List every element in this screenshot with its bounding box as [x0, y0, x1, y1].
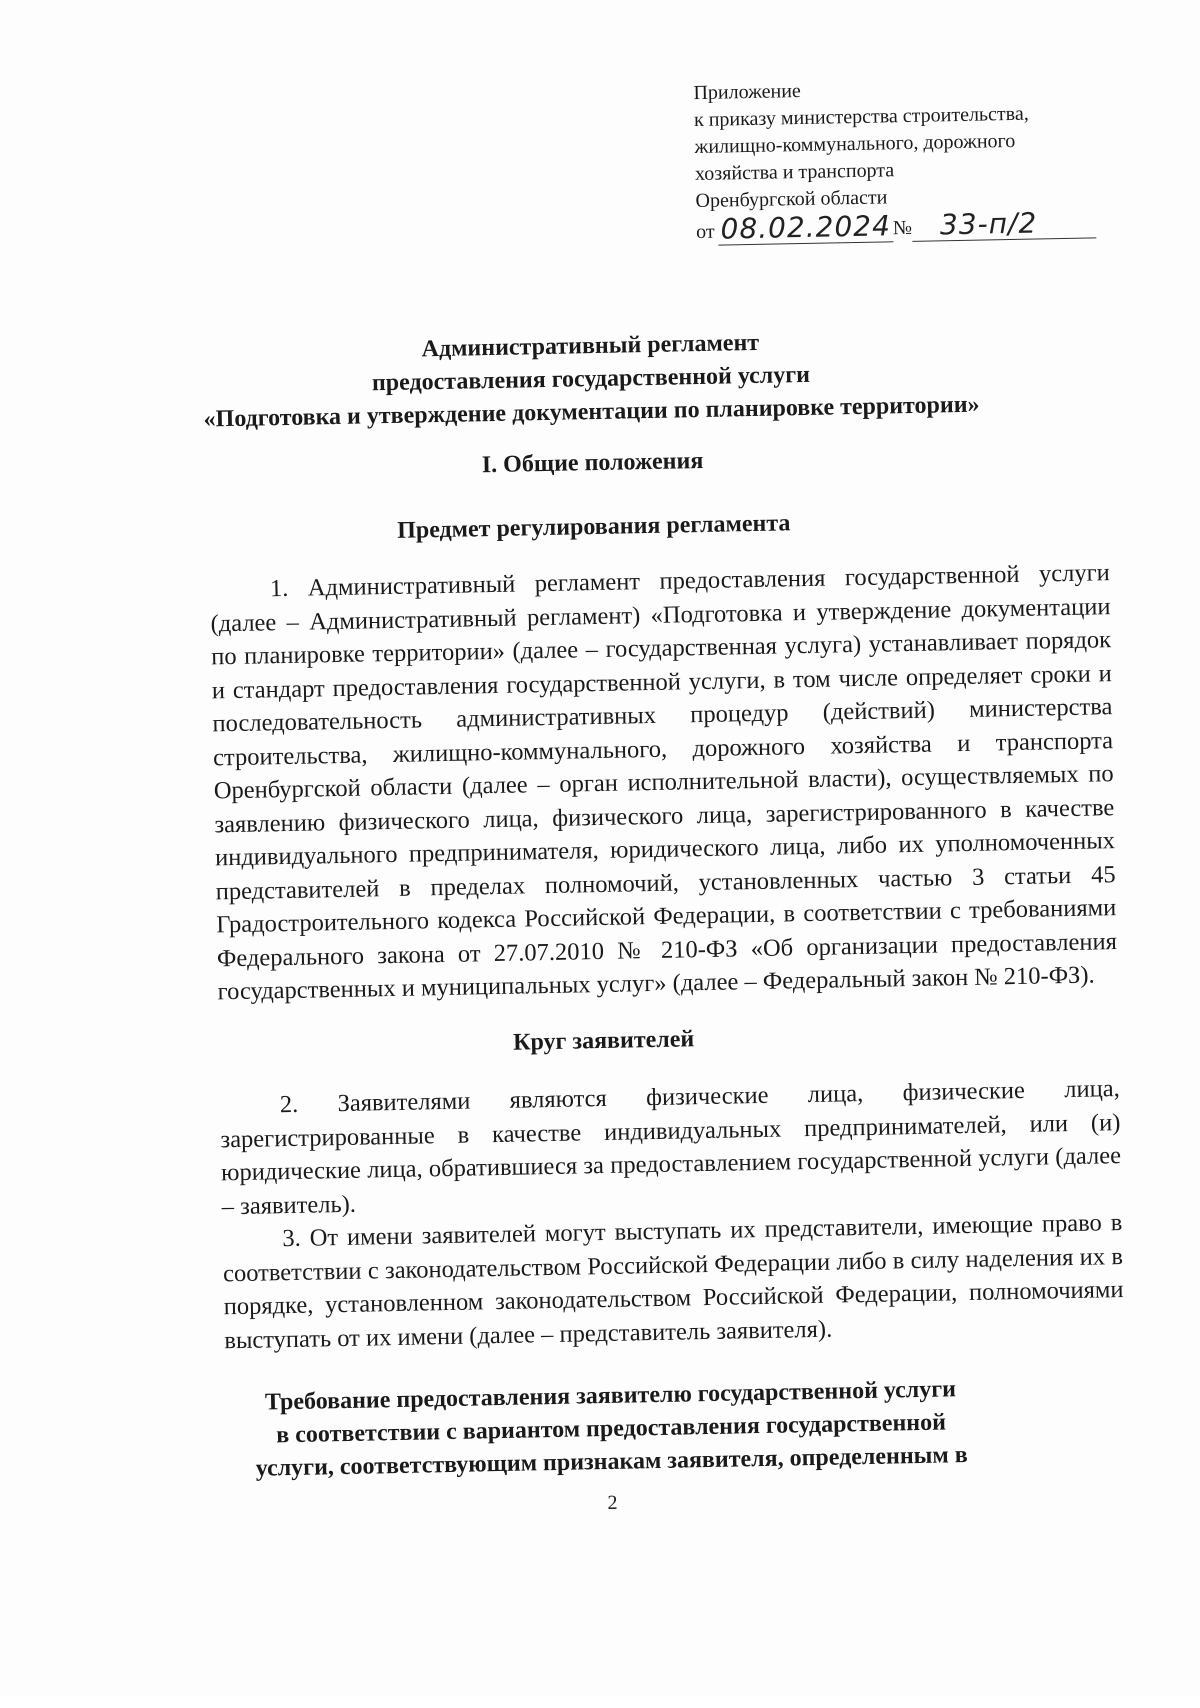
title-line: Административный регламент: [421, 329, 760, 363]
page-number: 2: [607, 1491, 618, 1514]
requirement-line: Требование предоставления заявителю государственной услуги: [264, 1376, 957, 1416]
paragraph-text: 1. Административный регламент предоставления государственной услуги (далее – Административный регламент) «Подготовка и утверждение документации по планировке территории» (далее – государственная услуга) устанавливает порядок и стандарт предоставления государственной услуги, в том числе определяет сроки и последовательность административных процедур (действий) министерства строительства, жилищно-коммунального, дорожного хозяйства и транспорта Оренбургской области (далее – орган исполнительной власти), осуществляемых по заявлению физического лица, физического лица, зарегистрированного в качестве индивидуального предпринимателя, юридического лица, либо их уполномоченных представителей в пределах полномочий, установленных частью 3 статьи 45 Градостроительного кодекса Российской Федерации, в соответствии с требованиями Федерального закона от 27.07.2010 № 210-ФЗ «Об организации предоставления государственных и муниципальных услуг» (далее – Федеральный закон № 210-ФЗ).: [210, 559, 1118, 1006]
section-heading: I. Общие положения: [481, 447, 704, 479]
appendix-line: Приложение: [693, 80, 802, 105]
paragraph-3: [222, 1206, 1124, 1357]
paragraph-text: 2. Заявителями являются физические лица, физические лица, зарегистрированные в качестве индивидуальных предпринимателей, или (и) юридические лица, обратившиеся за предоставлением государственной услуги (далее – заявитель).: [220, 1075, 1122, 1220]
requirement-heading: [160, 1371, 1062, 1487]
appendix-line: Оренбургской области: [695, 186, 888, 213]
requirement-line: в соответствии с вариантом предоставления государственной: [276, 1409, 947, 1449]
subsection-heading-applicants: Круг заявителей: [512, 1026, 695, 1056]
handwritten-order-number: 33-п/2: [912, 207, 1097, 242]
number-prefix: №: [892, 216, 913, 240]
requirement-line: услуги, соответствующим признакам заявителя, определенным в: [255, 1442, 968, 1482]
appendix-line: хозяйства и транспорта: [694, 159, 895, 186]
handwritten-date: 08.02.2024: [720, 209, 892, 246]
appendix-block: [693, 72, 1096, 246]
title-line: предоставления государственной услуги: [371, 361, 811, 397]
paragraph-1: [210, 556, 1118, 1009]
order-date-number: [696, 207, 1097, 246]
title-line: «Подготовка и утверждение документации по планировке территории»: [203, 391, 980, 433]
appendix-line: к приказу министерства строительства,: [693, 102, 1029, 132]
paragraph-text: 3. От имени заявителей могут выступать их представители, имеющие право в соответствии с законодательством Российской Федерации либо в силу наделения их в порядке, установленном законодательством Российской Федерации, полномочиями выступать от их имени (далее – представитель заявителя).: [222, 1209, 1124, 1354]
appendix-line: жилищно-коммунального, дорожного: [694, 129, 1016, 159]
date-prefix: от: [695, 220, 715, 244]
paragraph-2: [220, 1072, 1122, 1223]
document-title: [140, 321, 1042, 437]
subsection-heading: Предмет регулирования регламента: [396, 510, 791, 544]
